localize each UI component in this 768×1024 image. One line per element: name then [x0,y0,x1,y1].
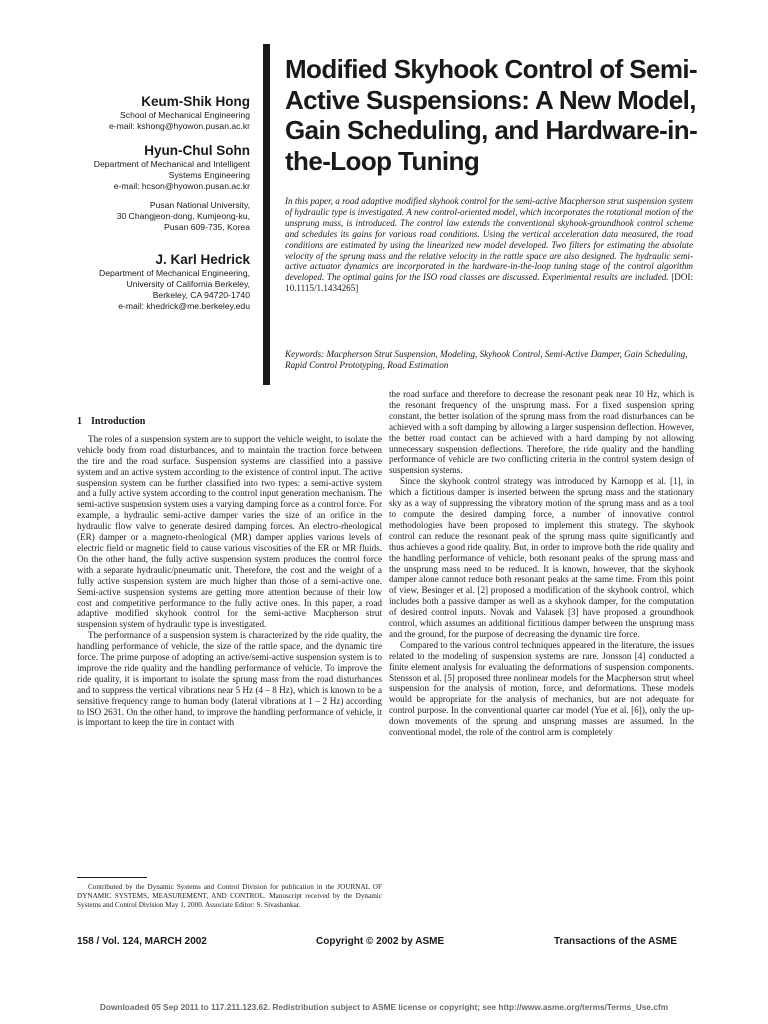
author-3 [60,251,250,312]
title-rule [263,44,270,385]
section-title: Introduction [91,416,146,427]
author-email: e-mail: hcson@hyowon.pusan.ac.kr [113,181,250,191]
footnote-rule [77,877,147,878]
paragraph: The performance of a suspension system is characterized by the ride quality, the handling performance of vehicle, the size of the rattle space, and the dynamic tire force. The prime purpose of adopting an active/semi-active suspension system is to improve the ride quality and the handling performance of vehicle. To improve the ride quality, it is important to isolate the sprung mass from the road disturbances and to suppress the vertical vibrations near 5 Hz (4 – 8 Hz), which is known to be a sensitive frequency range to human body (lateral vibrations at 1 – 2 Hz) according to ISO 2631. On the other hand, to improve the handling performance of vehicle, it is important to keep the tire in contact with [77,630,382,728]
paragraph: The roles of a suspension system are to support the vehicle weight, to isolate the vehicle body from road disturbances, and to maintain the traction force between the tire and the road surface. Suspension systems are classified into a passive system and an active system according to the existence of control input. The active suspension system can be further classified into two types: a semi-active system and a fully active system according to the control input generation mechanism. The semi-active suspension system uses a varying damping force as a control force. For example, a hydraulic semi-active damper varies the size of an orifice in the hydraulic flow valve to generate desired damping forces. An electro-rheological (ER) damper or a magneto-rheological (MR) damper applies various levels of electric field or magnetic field to cause various viscosities of the ER or MR fluids. On the other hand, the fully active suspension system produces the control force with a separate hydraulic/pneumatic unit. Therefore, the cost and the weight of a fully active suspension system are much higher than those of a semi-active one. Semi-active suspension systems are getting more attention because of their low cost and competitive performance to the fully active ones. In this paper, a road adaptive modified skyhook control for the semi-active Macpherson strut suspension system of hydraulic type is investigated. [77,433,382,630]
author-1 [60,93,250,132]
left-column [77,417,382,728]
spacer [60,192,250,200]
author-2 [60,142,250,233]
section-heading [77,417,382,428]
keywords: Keywords: Macpherson Strut Suspension, Modeling, Skyhook Control, Semi-Active Damper, Gain Scheduling, Rapid Control Prototyping, Road Estimation [285,349,688,371]
paragraph: the road surface and therefore to decrease the resonant peak near 10 Hz, which is the resonant frequency of the unsprung mass. For a fixed suspension spring constant, the better isolation of the sprung mass from the road disturbances can be achieved with a soft damping by allowing a larger suspension deflection. However, the better road contact can be achieved with a hard damping by not allowing unnecessary suspension deflections. Therefore, the ride quality and the handling performance of vehicle are two conflicting criteria in the control system design of suspension systems. [389,389,694,476]
author-address: Pusan 609-735, Korea [163,222,250,232]
author-name: Hyun-Chul Sohn [144,143,250,158]
author-institution: University of California Berkeley, [126,279,250,289]
download-notice: Downloaded 05 Sep 2011 to 117.211.123.62. Redistribution subject to ASME license or copyright; see http://www.asme.org/terms/Terms_Use.cfm [99,1002,669,1012]
author-name: Keum-Shik Hong [141,94,250,109]
paper-title: Modified Skyhook Control of Semi-Active Suspensions: A New Model, Gain Scheduling, and Hardware-in-the-Loop Tuning [285,54,698,176]
author-email: e-mail: khedrick@me.berkeley.edu [118,301,250,311]
doi: [DOI: 10.1115/1.1434265] [285,272,693,294]
author-address: Berkeley, CA 94720-1740 [152,290,250,300]
author-address: 30 Changjeon-dong, Kumjeong-ku, [116,211,250,221]
author-name: J. Karl Hedrick [155,252,250,267]
footnote: Contributed by the Dynamic Systems and Control Division for publication in the JOURNAL OF DYNAMIC SYSTEMS, MEASUREMENT, AND CONTROL. Manuscript received by the Dynamic Systems and Control Division May 1, 2000. Associate Editor: S. Sivashankar. [77,883,382,909]
page-number-volume: 158 / Vol. 124, MARCH 2002 [77,936,207,947]
abstract-text: In this paper, a road adaptive modified skyhook control for the semi-active Macpherson strut suspension system of hydraulic type is investigated. A new control-oriented model, which incorporates the rotational motion of the unsprung mass, is introduced. The control law extends the conventional skyhook-groundhook control scheme and schedules its gains for various road conditions. Using the vertical acceleration data measured, the road conditions are estimated by using the linearized new model developed. Two filters for estimating the absolute velocity of the sprung mass and the relative velocity in the rattle space are also designed. The hydraulic semi-active actuator dynamics are incorporated in the hardware-in-the-loop tuning stage of the control algorithm developed. The optimal gains for the ISO road classes are discussed. Experimental results are included. [285,196,693,283]
copyright: Copyright © 2002 by ASME [316,936,445,947]
author-affiliation: Department of Mechanical Engineering, [99,268,250,278]
author-email: e-mail: kshong@hyowon.pusan.ac.kr [108,121,250,131]
paragraph: Since the skyhook control strategy was introduced by Karnopp et al. [1], in which a fictitious damper is inserted between the sprung mass and the stationary sky as a way of suppressing the vibratory motion of the sprung mass and as a tool to compute the desired damping force, a number of innovative control methodologies have been proposed to implement this strategy. The skyhook control can reduce the resonant peak of the sprung mass quite significantly and thus achieves a good ride quality. But, in order to improve both the ride quality and the handling performance of vehicle, both resonant peaks of the sprung mass and the unsprung mass need to be reduced. It is known, however, that the skyhook damper alone cannot reduce both resonant peaks at the same time. From this point of view, Besinger et al. [2] proposed a modification of the skyhook control, which includes both a passive damper as well as a skyhook damper, for the computation of desired control inputs. Novak and Valasek [3] have proposed a groundhook control, which assumes an additional fictitious damper between the unsprung mass and the ground, for the purpose of decreasing the dynamic tire force. [389,476,694,639]
paragraph: Compared to the various control techniques appeared in the literature, the issues related to the modeling of suspension systems are rare. Jonsson [4] conducted a finite element analysis for evaluating the deformations of suspension components. Stensson et al. [5] proposed three nonlinear models for the Macpherson strut wheel suspension for the analysis of motion, force, and deformations. These models would be appropriate for the analysis of mechanics, but are not adequate for control purpose. In the conventional quarter car model (Yue et al. [6]), only the up-down movements of the sprung and unsprung masses are assumed. In the conventional model, the role of the control arm is completely [389,639,694,738]
author-block [60,93,250,322]
journal-name: Transactions of the ASME [554,936,677,947]
author-affiliation: School of Mechanical Engineering [120,110,250,120]
author-affiliation: Systems Engineering [168,170,250,180]
author-institution: Pusan National University, [149,200,250,210]
abstract [285,196,693,294]
section-number: 1 [77,416,82,427]
right-column [389,389,694,738]
author-affiliation: Department of Mechanical and Intelligent [93,159,250,169]
